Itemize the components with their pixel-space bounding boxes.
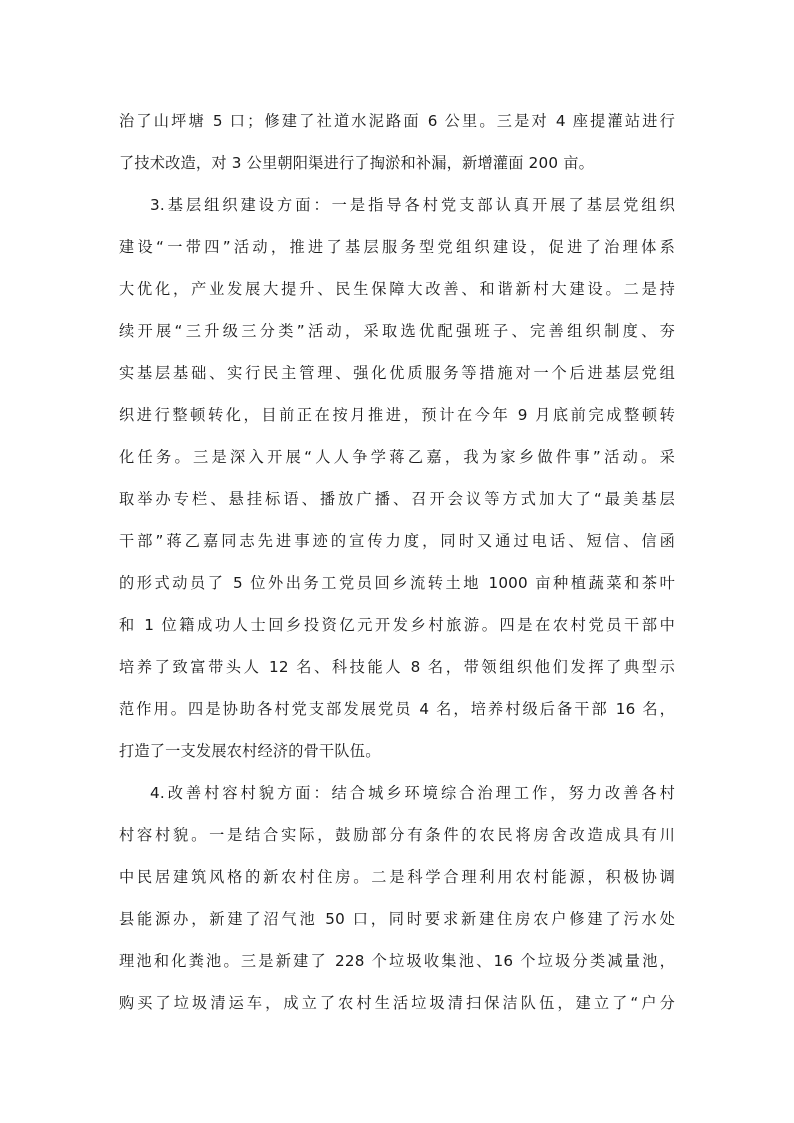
text-line: 中民居建筑风格的新农村住房。二是科学合理利用农村能源，积极协调 — [119, 868, 675, 886]
text-line: 购买了垃圾清运车，成立了农村生活垃圾清扫保洁队伍，建立了“户分 — [119, 994, 675, 1012]
text-line: 续开展“三升级三分类”活动，采取选优配强班子、完善组织制度、夯 — [119, 322, 675, 340]
section-heading-line: 3.基层组织建设方面：一是指导各村党支部认真开展了基层党组织 — [150, 196, 675, 214]
text-line: 打造了一支发展农村经济的骨干队伍。 — [119, 742, 381, 760]
section-heading-line: 4.改善村容村貌方面：结合城乡环境综合治理工作，努力改善各村 — [150, 784, 675, 802]
text-line: 治了山坪塘 5 口；修建了社道水泥路面 6 公里。三是对 4 座提灌站进行 — [119, 112, 675, 130]
text-line: 村容村貌。一是结合实际，鼓励部分有条件的农民将房舍改造成具有川 — [119, 826, 675, 844]
text-line: 理池和化粪池。三是新建了 228 个垃圾收集池、16 个垃圾分类减量池， — [119, 952, 675, 970]
text-line: 和 1 位籍成功人士回乡投资亿元开发乡村旅游。四是在农村党员干部中 — [119, 616, 675, 634]
text-line: 织进行整顿转化，目前正在按月推进，预计在今年 9 月底前完成整顿转 — [119, 406, 675, 424]
text-line: 化任务。三是深入开展“人人争学蒋乙嘉，我为家乡做件事”活动。采 — [119, 448, 675, 466]
text-line: 干部”蒋乙嘉同志先进事迹的宣传力度，同时又通过电话、短信、信函 — [119, 532, 675, 550]
text-line: 大优化，产业发展大提升、民生保障大改善、和谐新村大建设。二是持 — [119, 280, 675, 298]
text-line: 实基层基础、实行民主管理、强化优质服务等措施对一个后进基层党组 — [119, 364, 675, 382]
text-line: 的形式动员了 5 位外出务工党员回乡流转土地 1000 亩种植蔬菜和茶叶 — [119, 574, 675, 592]
document-body — [119, 100, 675, 1024]
text-line: 取举办专栏、悬挂标语、播放广播、召开会议等方式加大了“最美基层 — [119, 490, 675, 508]
text-line: 培养了致富带头人 12 名、科技能人 8 名，带领组织他们发挥了典型示 — [119, 658, 675, 676]
text-line: 范作用。四是协助各村党支部发展党员 4 名，培养村级后备干部 16 名， — [119, 700, 675, 718]
text-line: 了技术改造，对 3 公里朝阳渠进行了掏淤和补漏，新增灌面 200 亩。 — [119, 154, 595, 172]
text-line: 建设“一带四”活动，推进了基层服务型党组织建设，促进了治理体系 — [119, 238, 675, 256]
text-line: 县能源办，新建了沼气池 50 口，同时要求新建住房农户修建了污水处 — [119, 910, 675, 928]
